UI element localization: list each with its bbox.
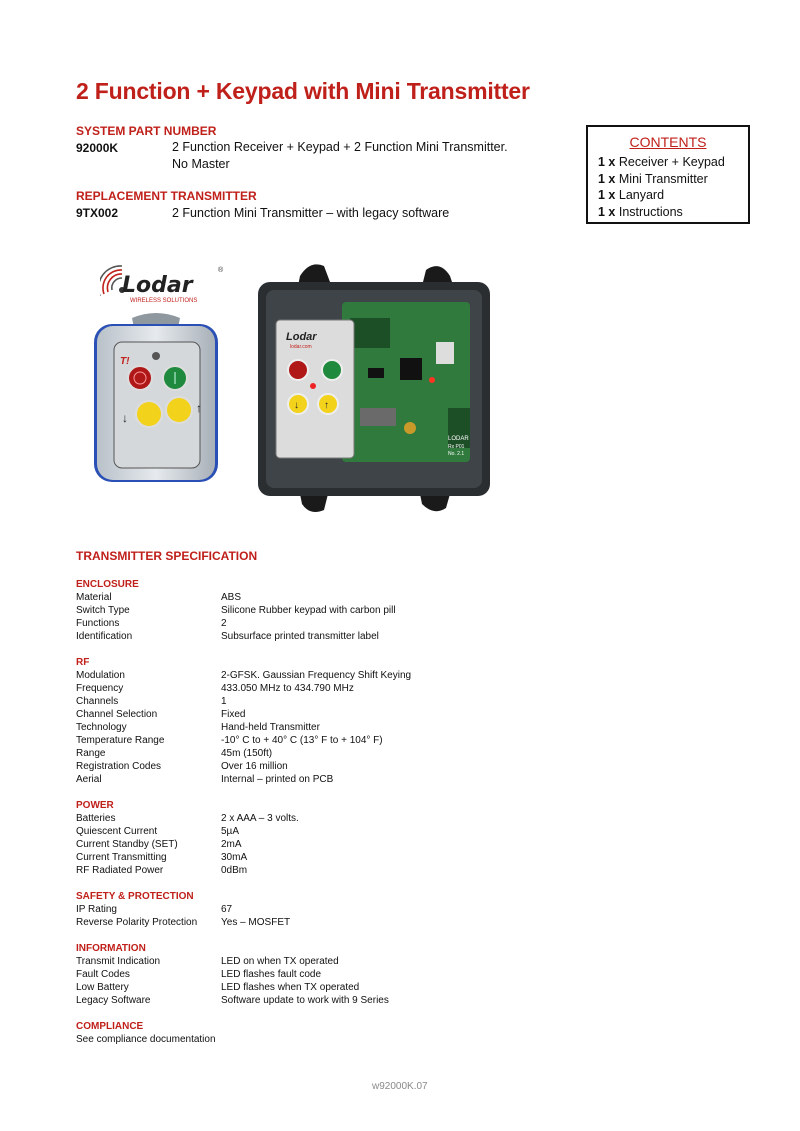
spec-value: -10° C to + 40° C (13° F to + 104° F) <box>221 735 383 746</box>
spec-row <box>76 682 576 695</box>
spec-key: Frequency <box>76 683 124 694</box>
spec-table <box>76 578 576 1059</box>
spec-row <box>76 864 576 877</box>
spec-row <box>76 708 576 721</box>
spec-group <box>76 890 576 929</box>
spec-value: 2 <box>221 618 227 629</box>
spec-row <box>76 851 576 864</box>
svg-text:↑: ↑ <box>324 400 329 411</box>
spec-key: IP Rating <box>76 904 117 915</box>
svg-text:↓: ↓ <box>294 400 299 411</box>
system-part-code: 92000K <box>76 141 119 155</box>
svg-text:↑: ↑ <box>196 401 202 415</box>
spec-key: Identification <box>76 631 133 642</box>
spec-key: Functions <box>76 618 120 629</box>
spec-row <box>76 812 576 825</box>
spec-key: Range <box>76 748 106 759</box>
contents-item <box>598 187 738 204</box>
spec-row <box>76 721 576 734</box>
spec-value: Subsurface printed transmitter label <box>221 631 379 642</box>
contents-heading: CONTENTS <box>629 134 707 150</box>
spec-group-heading: POWER <box>76 800 114 811</box>
spec-value: LED flashes when TX operated <box>221 982 360 993</box>
spec-key: Registration Codes <box>76 761 162 772</box>
spec-row <box>76 955 576 968</box>
spec-key: Technology <box>76 722 127 733</box>
spec-value: 67 <box>221 904 233 915</box>
spec-key: Legacy Software <box>76 995 151 1006</box>
spec-value: Internal – printed on PCB <box>221 774 334 785</box>
spec-key: Temperature Range <box>76 735 165 746</box>
contents-label: Instructions <box>618 204 683 219</box>
spec-heading: TRANSMITTER SPECIFICATION <box>76 549 258 563</box>
replacement-desc: 2 Function Mini Transmitter – with legacy software <box>172 206 450 220</box>
spec-value: LED flashes fault code <box>221 969 322 980</box>
svg-text:WIRELESS SOLUTIONS: WIRELESS SOLUTIONS <box>130 298 198 304</box>
contents-label: Lanyard <box>618 188 665 202</box>
contents-box <box>586 125 750 224</box>
spec-value: Over 16 million <box>221 761 288 772</box>
spec-row <box>76 981 576 994</box>
spec-value: Silicone Rubber keypad with carbon pill <box>221 605 396 616</box>
spec-key: Aerial <box>76 774 102 785</box>
spec-key: Material <box>76 592 112 603</box>
spec-row <box>76 734 576 747</box>
spec-key: Current Standby (SET) <box>76 839 178 850</box>
spec-value: 30mA <box>221 852 248 863</box>
contents-qty: 1 x <box>598 188 616 202</box>
spec-row <box>76 617 576 630</box>
spec-value: 2-GFSK. Gaussian Frequency Shift Keying <box>221 670 412 681</box>
spec-group-heading: COMPLIANCE <box>76 1021 144 1032</box>
spec-value: Yes – MOSFET <box>221 917 291 928</box>
lodar-logo <box>100 262 230 307</box>
spec-group-heading: INFORMATION <box>76 943 146 954</box>
spec-group <box>76 578 576 643</box>
spec-group <box>76 656 576 786</box>
spec-key: See compliance documentation <box>76 1034 216 1045</box>
spec-row <box>76 903 576 916</box>
contents-qty: 1 x <box>598 155 616 169</box>
system-part-desc-1: 2 Function Receiver + Keypad + 2 Function Mini Transmitter. <box>172 140 508 154</box>
spec-group <box>76 1020 576 1046</box>
spec-key: Low Battery <box>76 982 129 993</box>
svg-text:No. 2.1: No. 2.1 <box>448 451 465 457</box>
spec-value: 1 <box>221 696 227 707</box>
svg-text:T!: T! <box>120 356 130 367</box>
spec-value: 2 x AAA – 3 volts. <box>221 813 299 824</box>
spec-key: Channel Selection <box>76 709 158 720</box>
spec-row <box>76 630 576 643</box>
spec-value: LED on when TX operated <box>221 956 339 967</box>
svg-text:Rx P01: Rx P01 <box>448 444 465 450</box>
spec-value: 2mA <box>221 839 242 850</box>
mini-transmitter-image <box>92 312 220 484</box>
spec-row <box>76 838 576 851</box>
system-part-heading: SYSTEM PART NUMBER <box>76 124 217 138</box>
spec-group <box>76 942 576 1007</box>
spec-row <box>76 968 576 981</box>
contents-qty: 1 x <box>598 171 616 186</box>
spec-row <box>76 994 576 1007</box>
svg-text:↓: ↓ <box>122 411 128 425</box>
contents-qty: 1 x <box>598 204 616 219</box>
spec-row <box>76 760 576 773</box>
spec-row <box>76 825 576 838</box>
contents-item <box>598 171 738 188</box>
spec-value: 433.050 MHz to 434.790 MHz <box>221 683 354 694</box>
contents-label: Mini Transmitter <box>618 171 708 186</box>
spec-group-heading: SAFETY & PROTECTION <box>76 891 194 902</box>
contents-item <box>598 204 738 221</box>
spec-row <box>76 773 576 786</box>
spec-value: 0dBm <box>221 865 248 876</box>
spec-key: Reverse Polarity Protection <box>76 917 198 928</box>
spec-key: Channels <box>76 696 119 707</box>
svg-text:LODAR: LODAR <box>448 436 469 442</box>
document-code: w92000K.07 <box>372 1081 428 1092</box>
system-part-desc-2: No Master <box>172 157 230 171</box>
spec-key: RF Radiated Power <box>76 865 164 876</box>
contents-label: Receiver + Keypad <box>618 155 725 169</box>
spec-value: ABS <box>221 592 242 603</box>
spec-row <box>76 747 576 760</box>
spec-value <box>216 1033 576 1046</box>
receiver-keypad-image <box>250 258 498 518</box>
spec-row <box>76 1033 576 1046</box>
spec-key: Transmit Indication <box>76 956 161 967</box>
spec-row <box>76 591 576 604</box>
spec-value: 5µA <box>221 826 239 837</box>
spec-key: Switch Type <box>76 605 130 616</box>
spec-row <box>76 695 576 708</box>
page-title: 2 Function + Keypad with Mini Transmitter <box>76 78 530 104</box>
spec-value: 45m (150ft) <box>221 748 273 759</box>
spec-row <box>76 916 576 929</box>
spec-value: Fixed <box>221 709 246 720</box>
spec-key: Fault Codes <box>76 969 130 980</box>
spec-group-heading: RF <box>76 657 90 668</box>
svg-text:®: ® <box>218 267 224 274</box>
svg-text:lodar.com: lodar.com <box>290 344 312 350</box>
svg-text:Lodar: Lodar <box>122 273 193 298</box>
spec-key: Current Transmitting <box>76 852 167 863</box>
spec-value: Hand-held Transmitter <box>221 722 320 733</box>
spec-value: Software update to work with 9 Series <box>221 995 389 1006</box>
contents-item <box>598 154 738 171</box>
svg-text:Lodar: Lodar <box>286 331 317 343</box>
spec-group-heading: ENCLOSURE <box>76 579 139 590</box>
spec-key: Quiescent Current <box>76 826 158 837</box>
replacement-code: 9TX002 <box>76 206 119 220</box>
spec-key: Modulation <box>76 670 125 681</box>
spec-key: Batteries <box>76 813 116 824</box>
spec-row <box>76 669 576 682</box>
spec-group <box>76 799 576 877</box>
replacement-heading: REPLACEMENT TRANSMITTER <box>76 189 257 203</box>
spec-row <box>76 604 576 617</box>
